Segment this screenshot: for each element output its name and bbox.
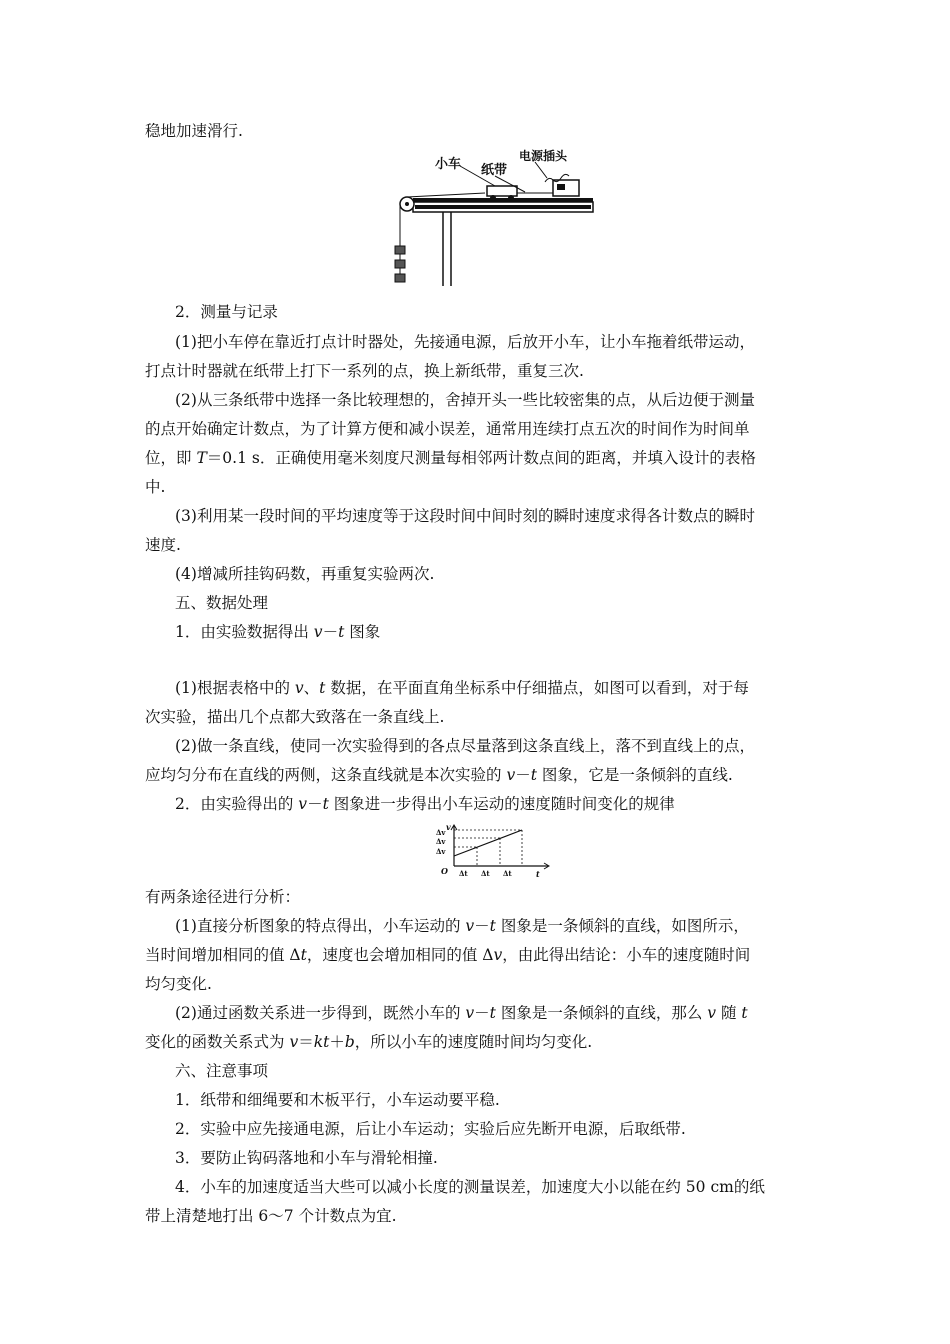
- paragraph-line: (2)做一条直线，使同一次实验得到的各点尽量落到这条直线上，落不到直线上的点，: [175, 737, 755, 755]
- paragraph-line: [175, 916, 749, 936]
- velocity-line: [454, 830, 522, 856]
- math-var: t: [489, 1004, 496, 1022]
- paragraph-line: [145, 1032, 592, 1052]
- text-run: 当时间增加相同的值 Δ: [145, 946, 301, 964]
- paragraph-line: 的点开始确定计数点，为了计算方便和减小误差，通常用连续打点五次的时间作为时间单: [145, 420, 750, 438]
- math-var: v: [465, 917, 475, 935]
- paragraph-line: (1)把小车停在靠近打点计时器处，先接通电源，后放开小车，让小车拖着纸带运动，: [175, 333, 755, 351]
- math-var: T: [196, 449, 207, 467]
- text-run: (2)通过函数关系进一步得到，既然小车的: [175, 1004, 466, 1022]
- paragraph-line: [175, 622, 380, 642]
- cart-icon: [487, 186, 517, 196]
- weight-icon: [395, 246, 405, 254]
- paragraph-line: [145, 765, 733, 785]
- text-run: －: [322, 623, 339, 641]
- math-var: t: [319, 679, 326, 697]
- math-var: t: [741, 1004, 748, 1022]
- text-run: 随: [716, 1004, 742, 1022]
- math-var: b: [344, 1033, 355, 1051]
- delta-t-label: Δt: [503, 869, 512, 878]
- text-run: ＝: [298, 1033, 314, 1051]
- text-run: 数据，在平面直角坐标系中仔细描点，如图可以看到，对于每: [325, 679, 749, 697]
- label-tape: 纸带: [481, 163, 508, 178]
- text-run: 2．由实验得出的: [175, 795, 299, 813]
- paragraph-line: 2．实验中应先接通电源，后让小车运动；实验后应先断开电源，后取纸带.: [175, 1120, 686, 1138]
- paragraph-line: (2)从三条纸带中选择一条比较理想的，舍掉开头一些比较密集的点，从后边便于测量: [175, 391, 755, 409]
- text-run: 应均匀分布在直线的两侧，这条直线就是本次实验的: [145, 766, 507, 784]
- paragraph-line: [175, 678, 749, 698]
- axis-label-t: t: [536, 869, 540, 879]
- paragraph-line: 1．纸带和细绳要和木板平行，小车运动要平稳.: [175, 1091, 500, 1109]
- label-plug: 电源插头: [519, 149, 568, 163]
- paragraph-line: (4)增减所挂钩码数，再重复实验两次.: [175, 565, 435, 583]
- paragraph-line: (3)利用某一段时间的平均速度等于这段时间中间时刻的瞬时速度求得各计数点的瞬时: [175, 507, 755, 525]
- text-run: ，由此得出结论：小车的速度随时间: [502, 946, 751, 964]
- label-car: 小车: [435, 157, 462, 172]
- math-var: v: [493, 946, 503, 964]
- paragraph-line: 3．要防止钩码落地和小车与滑轮相撞.: [175, 1149, 438, 1167]
- math-var: v: [313, 623, 323, 641]
- paragraph-line: 中.: [145, 478, 166, 496]
- origin-label: O: [441, 866, 448, 876]
- text-run: 、: [303, 679, 320, 697]
- paragraph-line: 稳地加速滑行.: [145, 122, 243, 140]
- math-var: v: [506, 766, 516, 784]
- paragraph-line: [145, 448, 756, 468]
- text-run: ，所以小车的速度随时间均匀变化.: [354, 1033, 593, 1051]
- delta-v-label: Δv: [436, 837, 446, 846]
- section-heading: 五、数据处理: [175, 594, 269, 612]
- text-run: 1．由实验数据得出: [175, 623, 314, 641]
- paragraph-line: 带上清楚地打出 6～7 个计数点为宜.: [145, 1207, 397, 1225]
- text-run: (1)直接分析图象的特点得出，小车运动的: [175, 917, 466, 935]
- math-var: v: [289, 1033, 299, 1051]
- text-run: 图象进一步得出小车运动的速度随时间变化的规律: [328, 795, 675, 813]
- math-var: t: [322, 795, 329, 813]
- axis-label-v: v: [446, 824, 451, 832]
- section-heading: 2．测量与记录: [175, 303, 278, 321]
- text-run: ＝0.1 s．正确使用毫米刻度尺测量每相邻两计数点间的距离，并填入设计的表格: [206, 449, 756, 467]
- text-run: ＋: [329, 1033, 345, 1051]
- section-heading: 六、注意事项: [175, 1062, 269, 1080]
- paragraph-line: 打点计时器就在纸带上打下一系列的点，换上新纸带，重复三次.: [145, 362, 584, 380]
- paragraph-line: [175, 794, 675, 814]
- math-var: v: [294, 679, 304, 697]
- paragraph-line: 4．小车的加速度适当大些可以减小长度的测量误差，加速度大小以能在约 50 cm的纸: [175, 1178, 765, 1196]
- text-run: ，速度也会增加相同的值 Δ: [306, 946, 494, 964]
- delta-t-label: Δt: [481, 869, 490, 878]
- paragraph-line: 均匀变化.: [145, 975, 212, 993]
- text-run: －: [307, 795, 323, 813]
- paragraph-line: 次实验，描出几个点都大致落在一条直线上.: [145, 708, 445, 726]
- paragraph-line: [145, 945, 750, 965]
- paragraph-line: 有两条途径进行分析：: [145, 888, 301, 906]
- text-run: 变化的函数关系式为: [145, 1033, 290, 1051]
- math-var: t: [530, 766, 537, 784]
- text-run: －: [515, 766, 531, 784]
- text-run: 图象: [344, 623, 381, 641]
- delta-t-label: Δt: [459, 869, 468, 878]
- apparatus-figure: [385, 148, 595, 288]
- weight-icon: [395, 274, 405, 282]
- paragraph-line: [175, 1003, 748, 1023]
- math-var: v: [707, 1004, 717, 1022]
- text-run: －: [474, 1004, 490, 1022]
- math-var: v: [298, 795, 308, 813]
- paragraph-line: 速度.: [145, 536, 181, 554]
- delta-v-label: Δv: [436, 847, 446, 856]
- vt-graph-figure: [432, 824, 554, 880]
- text-run: 图象是一条倾斜的直线，如图所示，: [495, 917, 749, 935]
- text-run: (1)根据表格中的: [175, 679, 295, 697]
- math-var: t: [489, 917, 496, 935]
- math-var: t: [338, 623, 345, 641]
- math-var: t: [300, 946, 307, 964]
- timer-icon: [553, 180, 579, 196]
- text-run: 图象，它是一条倾斜的直线.: [536, 766, 733, 784]
- text-run: －: [474, 917, 490, 935]
- weight-icon: [395, 260, 405, 268]
- math-var: kt: [313, 1033, 330, 1051]
- delta-v-label: Δv: [436, 828, 446, 837]
- text-run: 图象是一条倾斜的直线，那么: [495, 1004, 708, 1022]
- math-var: v: [465, 1004, 475, 1022]
- text-run: 位，即: [145, 449, 197, 467]
